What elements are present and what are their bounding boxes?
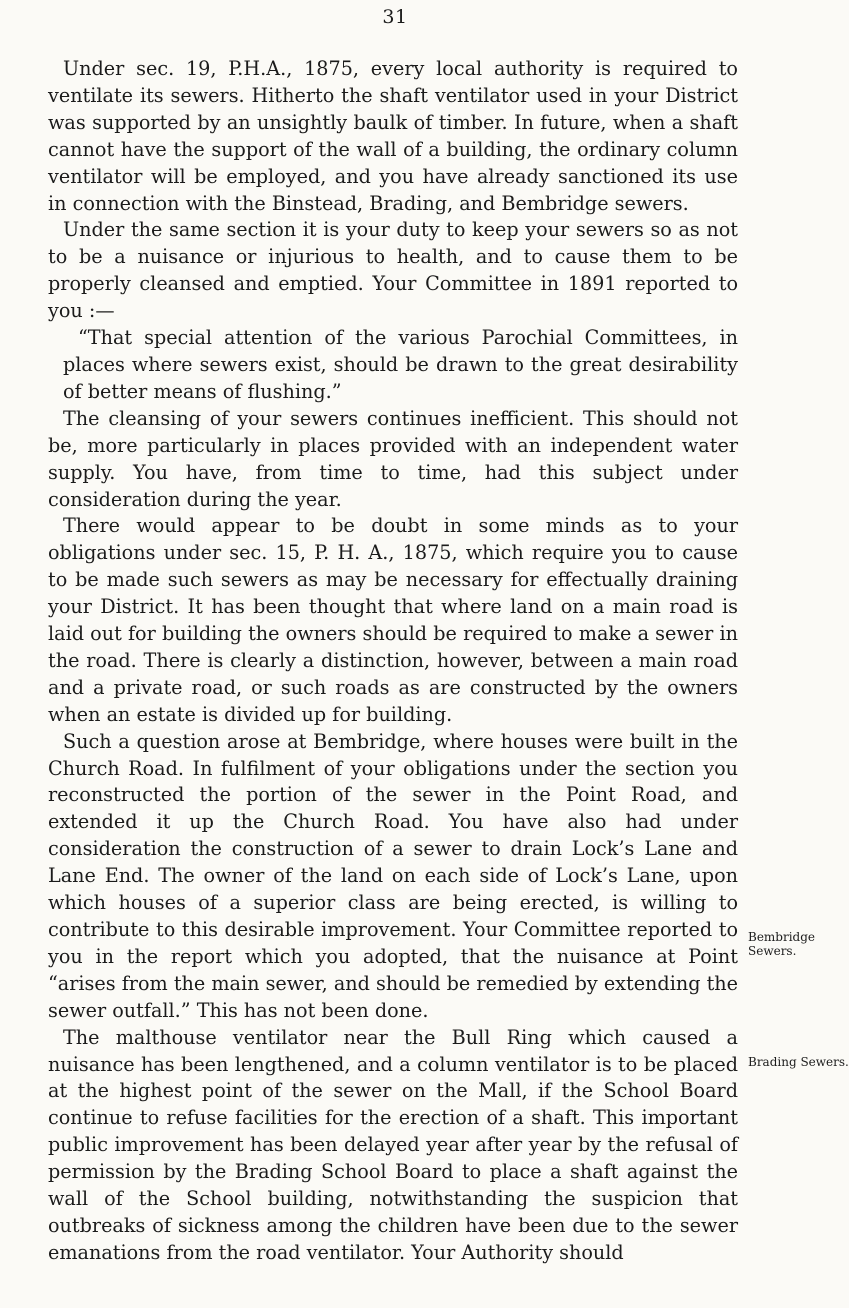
paragraph-bembridge: Such a question arose at Bembridge, where houses were built in the Church Road. In fulfilment of your obligations under the section you reconstructed the portion of the sewer in the Point Road, and extended it up the Church Road. You have also had under consideration the construction of a sewer to drain Lock’s Lane and Lane End. The owner of the land on each side of Lock’s Lane, upon which houses of a superior class are being erected, is willing to contribute to this desirable improvement. Your Committee reported to you in the report which you adopted, that the nuisance at Point “arises from the main sewer, and should be remedied by extending the sewer outfall.” This has not been done. [48, 729, 738, 1022]
body-text [48, 56, 738, 1267]
paragraph-obligations: There would appear to be doubt in some minds as to your obligations under sec. 15, P. H. A., 1875, which require you to cause to be made such sewers as may be necessary for effectually draining your District. It has been thought that where land on a main road is laid out for building the owners should be required to make a sewer in the road. There is clearly a distinction, however, between a main road and a private road, or such roads as are constructed by the owners when an estate is divided up for building. [48, 514, 738, 726]
marginal-note-brading: Brading Sewers. [748, 1055, 849, 1069]
paragraph-sewer-ventilation: Under sec. 19, P.H.A., 1875, every local authority is required to ventilate its sewers. Hitherto the shaft ventilator used in your District was supported by an unsightly baulk of timber. In future, when a shaft cannot have the support of the wall of a building, the ordinary column ventilator will be employed, and you have already sanctioned its use in connection with the Binstead, Brading, and Bembridge sewers. [48, 57, 738, 215]
paragraph-cleansing: The cleansing of your sewers continues inefficient. This should not be, more particularly in places provided with an independent water supply. You have, from time to time, had this subject under consideration during the year. [48, 406, 738, 511]
paragraph-flushing-quote: “That special attention of the various Parochial Committees, in places where sewers exist, should be drawn to the great desirability of better means of flushing.” [63, 326, 738, 403]
paragraph-brading: The malthouse ventilator near the Bull Ring which caused a nuisance has been lengthened, and a column ventilator is to be placed at the highest point of the sewer on the Mall, if the School Board continue to refuse facilities for the erection of a shaft. This important public improvement has been delayed year after year by the refusal of permission by the Brading School Board to place a shaft against the wall of the School building, notwithstanding the suspicion that outbreaks of sickness among the children have been due to the sewer emanations from the road ventilator. Your Authority should [48, 1025, 738, 1264]
marginal-note-bembridge-line2: Sewers. [748, 944, 797, 958]
paragraph-committee-report: Under the same section it is your duty to keep your sewers so as not to be a nuisance or injurious to health, and to cause them to be properly cleansed and emptied. Your Committee in 1891 reported to you :— [48, 218, 738, 323]
marginal-note-bembridge [748, 930, 815, 958]
page-number: 31 [382, 6, 408, 28]
marginal-note-bembridge-line1: Bembridge [748, 930, 816, 944]
